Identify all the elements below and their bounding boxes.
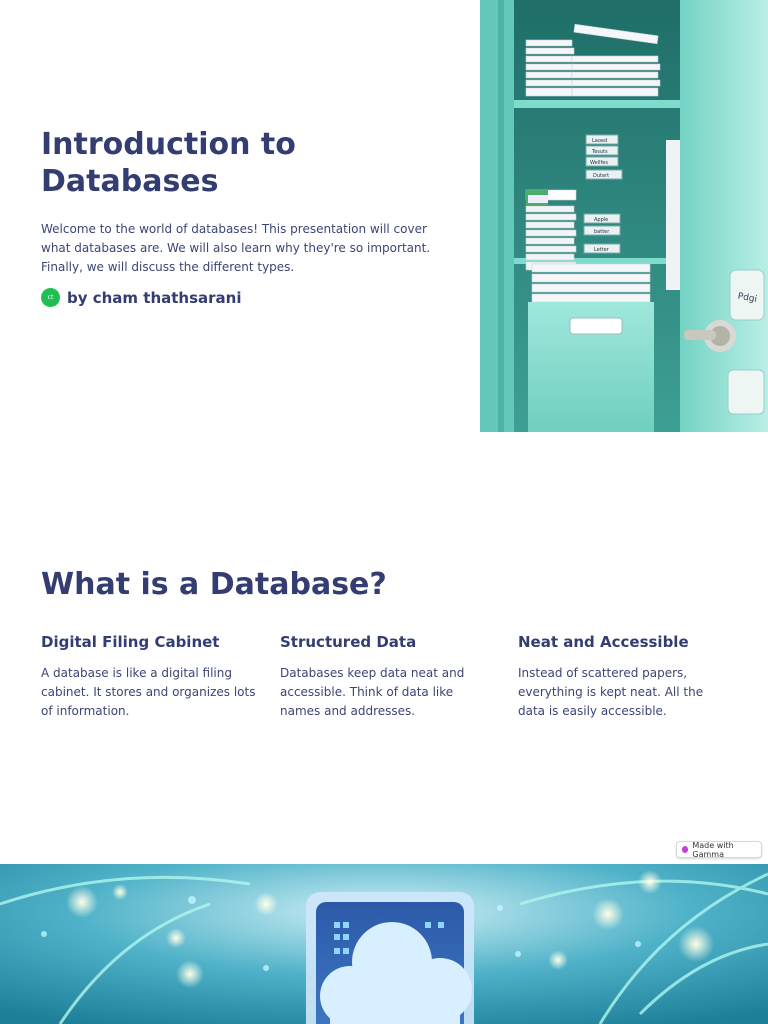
svg-text:Laoed: Laoed (592, 138, 608, 144)
made-with-gamma-badge[interactable] (676, 841, 762, 858)
slide-intro (0, 0, 768, 432)
card-neat-and-accessible (518, 632, 718, 721)
svg-text:Tesuts: Tesuts (592, 149, 608, 155)
author-line (41, 288, 242, 307)
gamma-logo-icon (682, 846, 688, 853)
card-digital-filing-cabinet (41, 632, 256, 721)
page-title: Introduction to Databases (41, 127, 296, 199)
card-text: Instead of scattered papers, everything is kept neat. All the data is easily accessible. (518, 666, 704, 718)
badge-label: Made with Gamma (692, 840, 734, 859)
svg-text:Wellfes: Wellfes (590, 160, 608, 166)
card-text: Databases keep data neat and accessible. Think of data like names and addresses. (280, 666, 465, 718)
section-title: What is a Database? (41, 567, 387, 602)
card-heading: Digital Filing Cabinet (41, 633, 220, 651)
svg-text:batter: batter (594, 229, 610, 235)
avatar: ct (41, 288, 60, 307)
svg-text:Apple: Apple (594, 217, 609, 223)
svg-text:Letter: Letter (594, 247, 609, 253)
svg-text:Pdgi: Pdgi (736, 291, 758, 305)
intro-paragraph: Welcome to the world of databases! This presentation will cover what databases are. We will also learn why they're so important. Finally, we will discuss the different types. (41, 222, 431, 274)
card-heading: Neat and Accessible (518, 633, 689, 651)
card-heading: Structured Data (280, 633, 417, 651)
filing-cabinet-illustration (480, 0, 768, 432)
card-text: A database is like a digital filing cabinet. It stores and organizes lots of information. (41, 666, 256, 718)
card-structured-data (280, 632, 475, 721)
cloud-database-illustration (0, 864, 768, 1024)
author-name: by cham thathsarani (67, 288, 242, 307)
svg-text:Dutert: Dutert (593, 173, 610, 179)
